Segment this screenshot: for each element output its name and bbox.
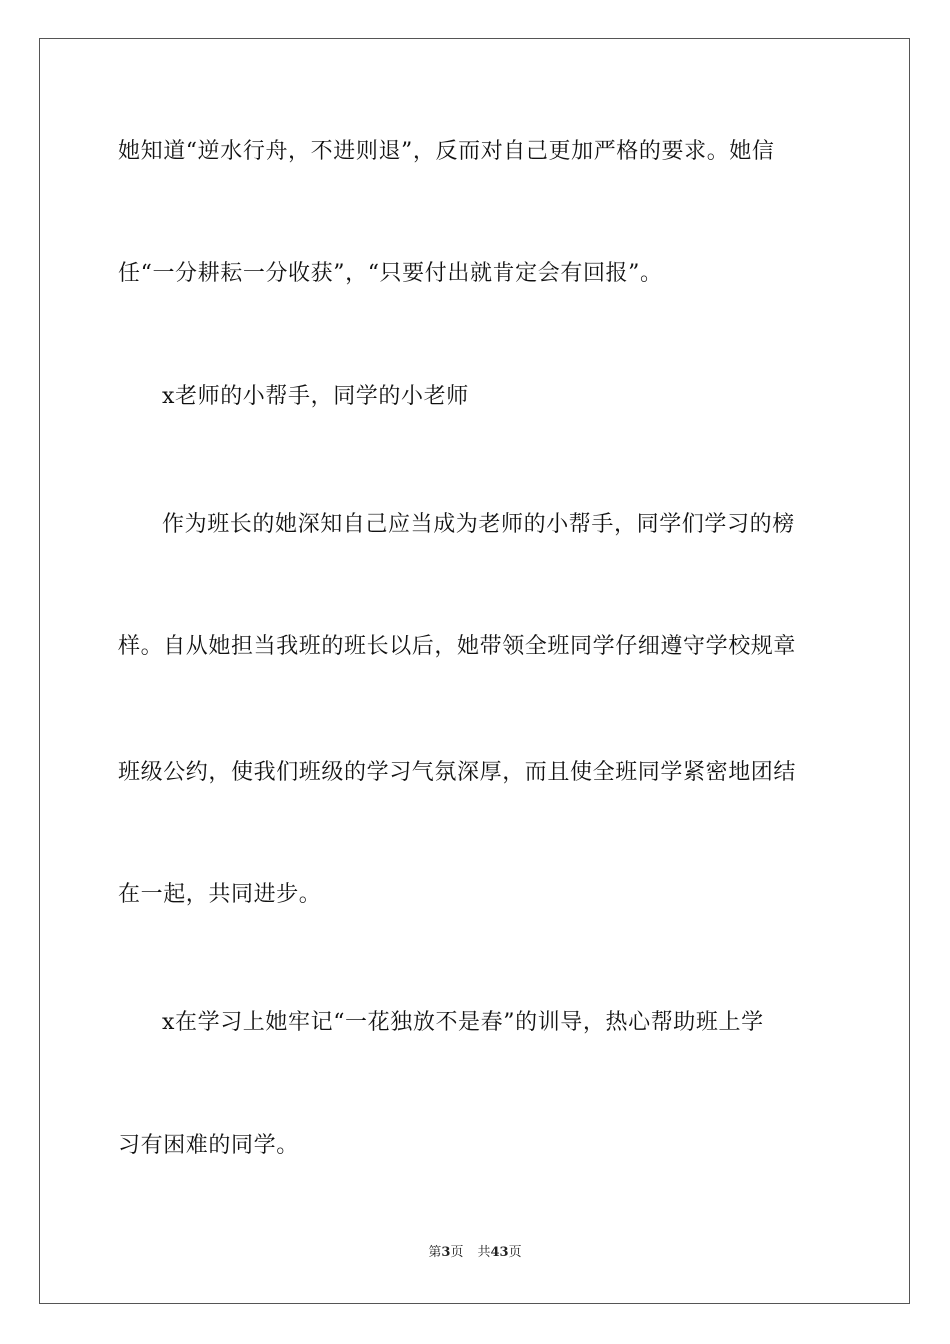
footer-total-suffix: 页 [508, 1245, 522, 1260]
page-border [39, 38, 910, 1304]
footer-page-number: 3 [441, 1245, 451, 1260]
text-line-8: x在学习上她牢记“一花独放不是春”的训导，热心帮助班上学 [162, 1010, 764, 1035]
text-line-1: 她知道“逆水行舟，不进则退”，反而对自己更加严格的要求。她信 [118, 139, 775, 164]
text-line-6: 班级公约，使我们班级的学习气氛深厚，而且使全班同学紧密地团结 [118, 760, 797, 785]
footer-page-suffix: 页 [450, 1245, 464, 1260]
page-footer [0, 1244, 950, 1262]
text-line-2: 任“一分耕耘一分收获”，“只要付出就肯定会有回报”。 [118, 261, 663, 286]
footer-page-prefix: 第 [428, 1245, 442, 1260]
footer-total-pages: 43 [490, 1245, 509, 1260]
text-line-4: 作为班长的她深知自己应当成为老师的小帮手，同学们学习的榜 [162, 512, 795, 537]
footer-total-prefix: 共 [477, 1245, 491, 1260]
text-line-7: 在一起，共同进步。 [118, 882, 322, 907]
text-line-5: 样。自从她担当我班的班长以后，她带领全班同学仔细遵守学校规章 [118, 634, 797, 659]
text-line-9: 习有困难的同学。 [118, 1133, 299, 1158]
section-heading: x老师的小帮手，同学的小老师 [162, 384, 469, 409]
